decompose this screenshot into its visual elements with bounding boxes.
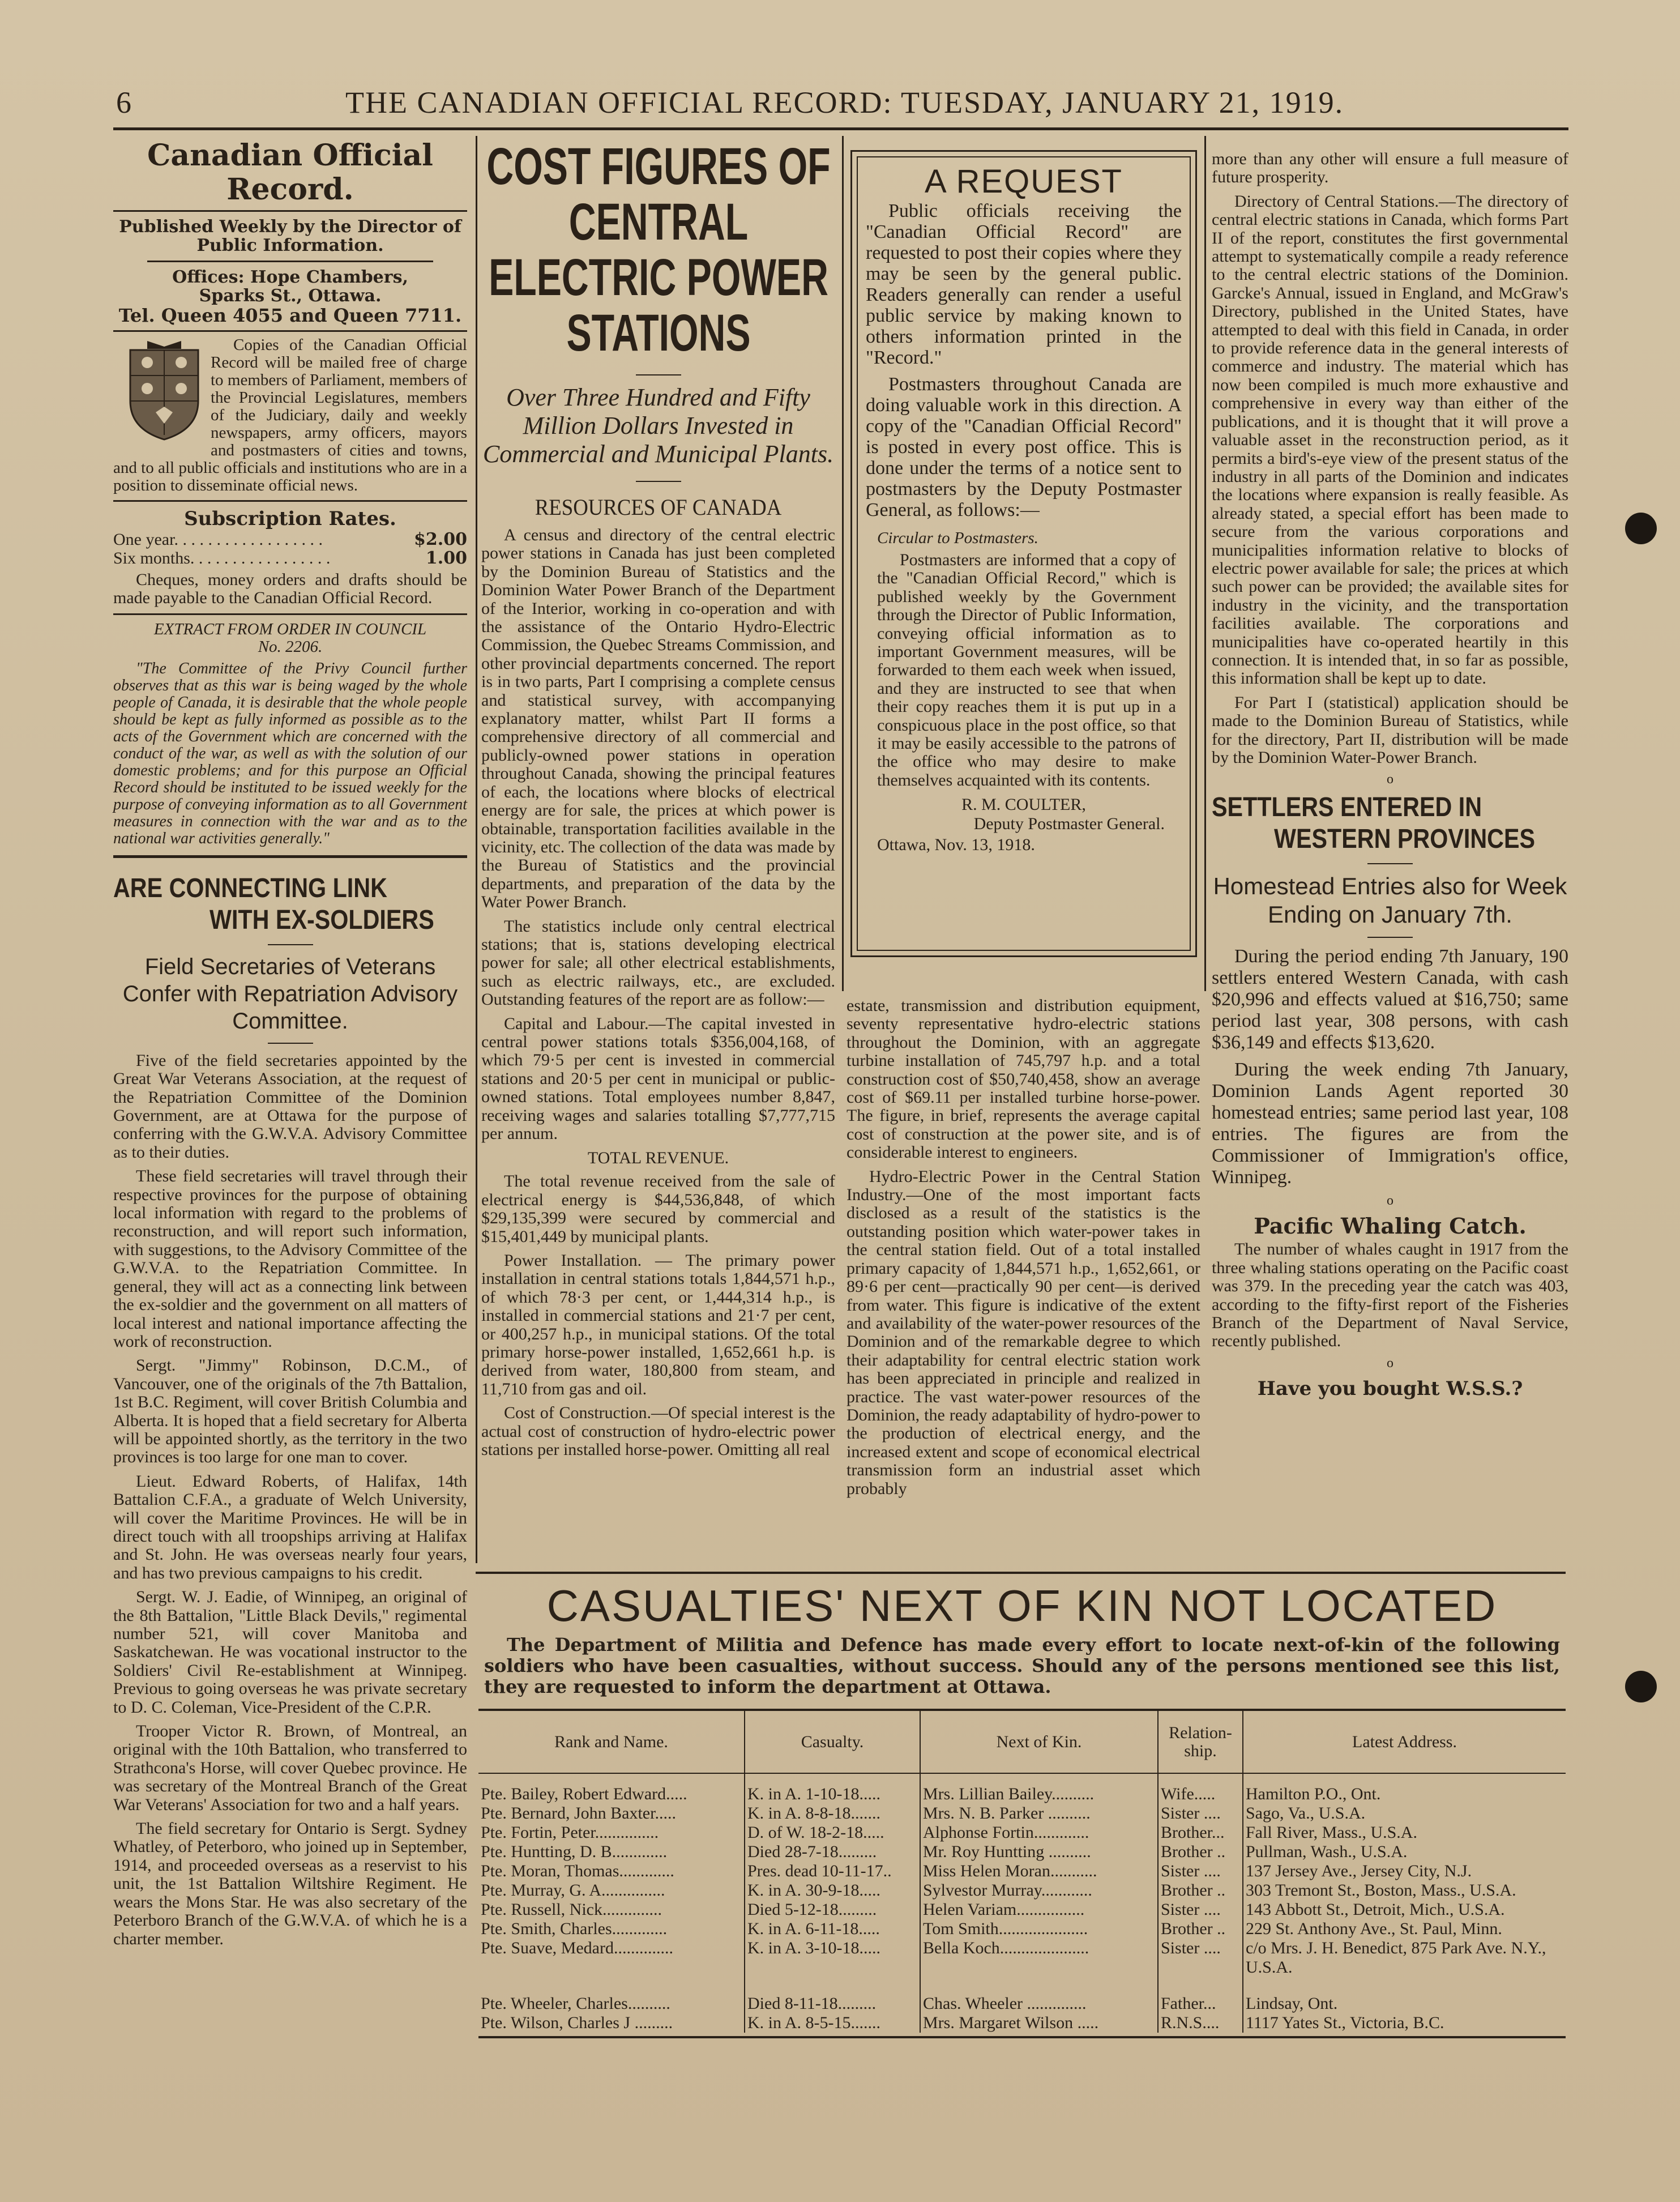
settlers-subhead: Homestead Entries also for Week Ending on January 7th.	[1213, 873, 1567, 928]
column-rule	[842, 136, 844, 991]
col-header-relationship: Relation-ship.	[1158, 1711, 1243, 1773]
whaling-title: Pacific Whaling Catch.	[1254, 1213, 1527, 1239]
power-paragraph: Capital and Labour.—The capital invested in central power stations totals $356,004,168, of which 79·5 per cent is invested in commercial stations and 20·5 per cent in municipal or public-owned stations. Total employees number 8,847, receiving wages and salaries totalling $7,777,715 per annum.	[481, 1014, 835, 1143]
column-1	[113, 139, 467, 2053]
subhead-rule	[636, 481, 681, 482]
masthead-offices-1: Offices: Hope Chambers,	[172, 267, 408, 287]
row-relationship: R.N.S....	[1158, 2013, 1243, 2033]
masthead-rule	[147, 261, 433, 262]
subhead-rule	[1367, 937, 1413, 938]
settlers-paragraph: During the period ending 7th January, 190 settlers entered Western Canada, with cash $20,996 and effects valued at $16,750; same period last year, 308 persons, with cash $36,149 and effects $13,620.	[1212, 946, 1568, 1053]
col-header-kin: Next of Kin.	[920, 1711, 1158, 1773]
row-relationship: Sister ....	[1158, 1939, 1243, 1977]
masthead-bottom-rule	[113, 855, 467, 858]
masthead-rule	[113, 210, 467, 212]
row-name: Pte. Suave, Medard..............	[478, 1939, 745, 1977]
row-address: Sago, Va., U.S.A.	[1246, 1804, 1366, 1823]
column-2	[481, 138, 835, 1460]
request-signer-title: Deputy Postmaster General.	[973, 814, 1165, 834]
masthead-tel: Tel. Queen 4055 and Queen 7711.	[118, 305, 462, 326]
table-row	[478, 1785, 1566, 1804]
row-name: Pte. Bernard, John Baxter.....	[478, 1804, 745, 1823]
row-casualty: K. in A. 8-8-18.......	[745, 1804, 920, 1823]
row-relationship: Brother ..	[1158, 1919, 1243, 1939]
casualties-title: CASUALTIES' NEXT OF KIN NOT LOCATED	[546, 1581, 1498, 1631]
masthead-rule	[113, 500, 467, 502]
masthead-rule	[113, 330, 467, 332]
table-bottom-rule	[478, 2036, 1566, 2038]
masthead-name: Canadian Official Record.	[147, 138, 433, 207]
request-inner	[857, 156, 1191, 951]
row-address: Hamilton P.O., Ont.	[1246, 1785, 1381, 1803]
link-subhead: Field Secretaries of Veterans Confer with Repatriation Advisory Committee.	[122, 954, 458, 1034]
power-paragraph: Power Installation. — The primary power installation in central stations totals 1,844,571 h.p., of which 78·3 per cent, or 1,444,314 h.p., is installed in commercial stations and 21·7 per cent, or 400,257 h.p., in municipal stations. Of the total primary horse-power installed, 1,652,661 h.p. is derived from water, 180,800 from steam, and 11,710 from gas and oil.	[481, 1251, 835, 1398]
row-relationship: Brother...	[1158, 1823, 1243, 1842]
table-header-row	[478, 1711, 1566, 1773]
page-header-title: THE CANADIAN OFFICIAL RECORD: TUESDAY, JANUARY 21, 1919.	[345, 86, 1344, 120]
row-relationship: Wife.....	[1158, 1785, 1243, 1804]
row-kin: Alphonse Fortin.............	[920, 1823, 1158, 1842]
link-paragraph: These field secretaries will travel through their respective provinces for the purpose of obtaining local information with regard to the problems of reconstruction, and will report such information, with suggestions, to the Advisory Committee of the G.W.V.A. to the Repatriation Committee. In general, they will act as a connecting link between the ex-soldier and the government on all matters of local interest and national importance affecting the work of reconstruction.	[113, 1167, 467, 1351]
link-paragraph: Lieut. Edward Roberts, of Halifax, 14th Battalion C.F.A., a graduate of Welch University, will cover the Maritime Provinces. He will be in direct touch with all troopships arriving at Halifax and St. John. He was overseas nearly four years, and has two previous campaigns to his credit.	[113, 1471, 467, 1582]
row-name: Pte. Smith, Charles.............	[478, 1919, 745, 1939]
row-kin: Bella Koch.....................	[920, 1939, 1158, 1977]
circular-head: Circular to Postmasters.	[877, 529, 1038, 547]
row-kin: Mrs. Lillian Bailey..........	[920, 1785, 1158, 1804]
request-dateline: Ottawa, Nov. 13, 1918.	[877, 835, 1035, 855]
row-kin: Chas. Wheeler ..............	[920, 1977, 1158, 2013]
extract-text: "The Committee of the Privy Council further observes that as this war is being waged by the whole people of Canada, it is desirable that the whole people should be kept as fully informed as possible as to the acts of the Government which are concerned with the conduct of the war, as well as with the solution of our domestic problems; and for this purpose an Official Record should be instituted to be issued weekly for the purpose of conveying information as to all Government measures in connection with the war and as to the national war activities generally."	[113, 659, 467, 847]
cheques-text: Cheques, money orders and drafts should be made payable to the Canadian Official Record.	[113, 570, 467, 608]
table-row	[478, 1842, 1566, 1862]
row-relationship: Father...	[1158, 1977, 1243, 2013]
row-relationship: Sister ....	[1158, 1862, 1243, 1881]
power-col4: For Part I (statistical) application should be made to the Dominion Bureau of Statistics, while for the directory, Part II, distribution will be made by the Dominion Water-Power Branch.	[1212, 693, 1568, 767]
masthead-rule	[113, 613, 467, 615]
row-name: Pte. Fortin, Peter...............	[478, 1823, 745, 1842]
masthead-offices-2: Sparks St., Ottawa.	[199, 286, 382, 306]
table-row	[478, 1862, 1566, 1881]
headline-rule	[636, 374, 681, 375]
casualties-table	[478, 1711, 1566, 2033]
row-name: Pte. Bailey, Robert Edward.....	[478, 1785, 745, 1804]
settlers-headline-1: SETTLERS ENTERED IN	[1212, 792, 1482, 823]
casualties-intro: The Department of Militia and Defence has made every effort to locate next-of-kin of the following soldiers who have been casualties, without success. Should any of the persons mentioned see this list, they are requested to inform the department at Ottawa.	[484, 1634, 1560, 1697]
row-kin: Mr. Roy Huntting ..........	[920, 1842, 1158, 1862]
row-name: Pte. Murray, G. A...............	[478, 1881, 745, 1900]
power-continued: Hydro-Electric Power in the Central Station Industry.—One of the most important facts disclosed as a result of the statistics is the outstanding position which water-power takes in the central station field. Out of a total installed primary capacity of 1,844,571 h.p., 1,652,661, or 89·6 per cent—practically 90 per cent—is derived from water. This figure is indicative of the extent and availability of the water-power resources of the Dominion and of the remarkable degree to which their adaptability for central electric station work has been appreciated in principle and realized in practice. The vast water-power resources of the Dominion, the ready adaptability of hydro-power to the production of electrical energy, and the increased extent and scope of economical electrical transmission form an industrial asset which probably	[847, 1167, 1200, 1498]
link-headline-1: ARE CONNECTING LINK	[113, 873, 387, 903]
power-paragraph: The statistics include only central electrical stations; that is, stations developing electrical power for sale; all other electrical establishments, such as electric railways, etc., are excluded. Outstanding features of the report are as follow:—	[481, 916, 835, 1009]
power-paragraph: A census and directory of the central electric power stations in Canada has just been completed by the Dominion Bureau of Statistics and the Dominion Water Power Branch of the Department of the Interior, working in co-operation and with the assistance of the Ontario Hydro-Electric Commission, the Quebec Streams Commission, and other provincial departments concerned. The report is in two parts, Part I comprising a complete census and statistical survey, with accompanying explanatory matter, whilst Part II forms a comprehensive directory of all commercial and publicly-owned power stations in operation throughout Canada, showing the principal features of each, the locations where blocks of electrical energy are for sale, the prices at which power is obtainable, transportation facilities available in the vicinity, etc. The collection of the data was made by the Bureau of Statistics and the provincial departments, and preparation of the data by the Water Power Branch.	[481, 526, 835, 912]
settlers-paragraph: During the week ending 7th January, Dominion Lands Agent reported 30 homestead entries; same period last year, 108 entries. The figures are from the Commissioner of Immigration's office, Winnipeg.	[1212, 1059, 1568, 1188]
row-address: 229 St. Anthony Ave., St. Paul, Minn.	[1246, 1919, 1502, 1938]
coat-of-arms-icon	[125, 339, 204, 441]
col-header-address: Latest Address.	[1352, 1732, 1457, 1751]
row-casualty: K. in A. 3-10-18.....	[745, 1939, 920, 1977]
six-months-row	[113, 549, 467, 567]
request-paragraph: Public officials receiving the "Canadian Official Record" are requested to post their copies where they may be seen by the general public. Readers generally can render a useful public service by making known to others information printed in the "Record."	[866, 200, 1182, 368]
row-address: Lindsay, Ont.	[1246, 1994, 1338, 2013]
row-relationship: Brother ..	[1158, 1842, 1243, 1862]
row-kin: Sylvestor Murray............	[920, 1881, 1158, 1900]
row-casualty: Pres. dead 10-11-17..	[745, 1862, 920, 1881]
one-year-price: $2.00	[414, 530, 467, 549]
column-rule	[1204, 136, 1206, 991]
table-row	[478, 1900, 1566, 1919]
revenue-head: TOTAL REVENUE.	[587, 1149, 729, 1168]
row-name: Pte. Huntting, D. B.............	[478, 1842, 745, 1862]
table-row	[478, 1823, 1566, 1842]
row-casualty: Died 8-11-18.........	[745, 1977, 920, 2013]
row-kin: Mrs. Margaret Wilson .....	[920, 2013, 1158, 2033]
header-rule	[113, 127, 1568, 130]
circular-text: Postmasters are informed that a copy of the "Canadian Official Record," which is published weekly by the Government through the Director of Public Information, conveying official information as to important Government measures, will be forwarded to them each week when issued, and they are instructed to see that when their copy reaches them it is put up in a conspicuous place in the post office, so that it may be easily accessible to the patrons of the office who may desire to make themselves acquainted with its contents.	[877, 550, 1176, 790]
table-row	[478, 1919, 1566, 1939]
divider-mark: o	[1387, 772, 1393, 787]
row-address: 1117 Yates St., Victoria, B.C.	[1246, 2013, 1444, 2032]
binder-hole-icon	[1625, 513, 1657, 544]
divider-mark: o	[1387, 1193, 1393, 1209]
table-row	[478, 1881, 1566, 1900]
six-months-label: Six months. . . . . . . . . . . . . . . . .	[113, 549, 331, 567]
six-months-price: 1.00	[425, 548, 467, 568]
row-casualty: K. in A. 30-9-18.....	[745, 1881, 920, 1900]
copies-text: Copies of the Canadian Official Record will be mailed free of charge to members of Parliament, members of the Provincial Legislatures, members of the Judiciary, daily and weekly newspapers, army officers, mayors and postmasters of cities and towns, and to all public officials and institutions who are in a position to disseminate official news.	[113, 336, 467, 494]
row-address: Fall River, Mass., U.S.A.	[1246, 1823, 1417, 1842]
row-address: 143 Abbott St., Detroit, Mich., U.S.A.	[1246, 1900, 1505, 1919]
link-paragraph: Sergt. W. J. Eadie, of Winnipeg, an original of the 8th Battalion, "Little Black Devils," regimental number 521, will cover Manitoba and Saskatchewan. He was vocational instructor to the Soldiers' Civil Re-establishment at Winnipeg. Previous to going overseas he was private secretary to D. C. Coleman, Vice-President of the C.P.R.	[113, 1588, 467, 1717]
row-name: Pte. Russell, Nick..............	[478, 1900, 745, 1919]
power-headline: COST FIGURES OF CENTRAL ELECTRIC POWER STATIONS	[486, 138, 831, 362]
one-year-label: One year. . . . . . . . . . . . . . . . . .	[113, 530, 323, 549]
whaling-text: The number of whales caught in 1917 from the three whaling stations operating on the Pacific coast was 379. In the preceding year the catch was 403, according to the fifty-first report of the Fisheries Branch of the Department of Naval Service, recently published.	[1212, 1240, 1568, 1351]
binder-hole-icon	[1625, 1671, 1657, 1702]
row-address: Pullman, Wash., U.S.A.	[1246, 1842, 1408, 1861]
extract-no: No. 2206.	[258, 637, 323, 656]
row-casualty: K. in A. 6-11-18.....	[745, 1919, 920, 1939]
link-paragraph: Sergt. "Jimmy" Robinson, D.C.M., of Vancouver, one of the originals of the 7th Battalion, 1st B.C. Regiment, will cover British Columbia and Alberta. It is hoped that a field secretary for Alberta will be appointed shortly, as the territory in the two provinces is too large for one man to cover.	[113, 1356, 467, 1467]
request-title: A REQUEST	[925, 163, 1123, 200]
headline-rule	[268, 944, 313, 945]
row-kin: Helen Variam................	[920, 1900, 1158, 1919]
power-paragraph: The total revenue received from the sale of electrical energy is $44,536,848, of which $29,135,399 were secured by commercial and $15,401,449 by municipal plants.	[481, 1172, 835, 1246]
column-rule	[476, 136, 477, 1563]
subscription-title: Subscription Rates.	[184, 507, 396, 530]
row-name: Pte. Moran, Thomas.............	[478, 1862, 745, 1881]
page-number: 6	[116, 86, 131, 120]
casualties-table-body	[478, 1785, 1566, 2033]
col-header-name: Rank and Name.	[478, 1711, 745, 1773]
column-3-continued	[847, 997, 1200, 1569]
power-col4: more than any other will ensure a full measure of future prosperity.	[1212, 150, 1568, 187]
power-col4: Directory of Central Stations.—The directory of central electric stations in Canada, which forms Part II of the report, constitutes the first governmental attempt to systematically compile a ready reference to the central electric stations of the Dominion. Garcke's Annual, issued in England, and McGraw's Directory, published in the United States, have attempted to deal with this field in Canada, in order to provide reference data in the general interests of commerce and industry. The material which has now been compiled is much more exhaustive and comprehensive in every way than either of the publications, and it is thought that it will prove a valuable asset in the reconstruction period, as it permits a bird's-eye view of the present status of the industry in all parts of the Dominion and indicates the locations where expansion is really feasible. As already stated, a special effort has been made to secure from the various corporations and municipalities information relative to blocks of electric power available for sale; the prices at which such power can be provided; the available sites for industry in the vicinity, and the transportation facilities available. The corporations and municipalities have co-operated heartily in this connection. It is intended that, in so far as possible, this information shall be kept up to date.	[1212, 191, 1568, 688]
extract-title: EXTRACT FROM ORDER IN COUNCIL	[153, 620, 427, 638]
row-kin: Mrs. N. B. Parker ..........	[920, 1804, 1158, 1823]
power-continued: estate, transmission and distribution equipment, seventy representative hydro-electric stations throughout the Dominion, with an aggregate turbine installation of 745,797 h.p. and a total construction cost of $50,740,458, show an average cost of $69.11 per installed turbine horse-power. The figure, in brief, represents the average capital cost of construction at the power site, and is of considerable interest to engineers.	[847, 996, 1200, 1162]
row-name: Pte. Wheeler, Charles..........	[478, 1977, 745, 2013]
table-row	[478, 1939, 1566, 1977]
row-address: 137 Jersey Ave., Jersey City, N.J.	[1246, 1862, 1472, 1880]
column-4	[1212, 150, 1568, 1572]
row-address: 303 Tremont St., Boston, Mass., U.S.A.	[1246, 1881, 1516, 1900]
row-name: Pte. Wilson, Charles J .........	[478, 2013, 745, 2033]
request-paragraph: Postmasters throughout Canada are doing valuable work in this direction. A copy of the "Canadian Official Record" is posted in every post office. This is done under the terms of a notice sent to postmasters by the Deputy Postmaster General, as follows:—	[866, 374, 1182, 520]
row-casualty: K. in A. 1-10-18.....	[745, 1785, 920, 1804]
headline-rule	[1367, 863, 1413, 864]
row-casualty: Died 28-7-18.........	[745, 1842, 920, 1862]
masthead-published: Published Weekly by the Director of Public Information.	[119, 217, 461, 255]
row-kin: Tom Smith.....................	[920, 1919, 1158, 1939]
row-relationship: Brother ..	[1158, 1881, 1243, 1900]
table-row	[478, 2013, 1566, 2033]
row-relationship: Sister ....	[1158, 1804, 1243, 1823]
wss-slogan: Have you bought W.S.S.?	[1257, 1377, 1523, 1400]
table-row	[478, 1804, 1566, 1823]
row-relationship: Sister ....	[1158, 1900, 1243, 1919]
subhead-rule	[268, 1043, 313, 1044]
link-paragraph: Five of the field secretaries appointed by the Great War Veterans Association, at the request of the Repatriation Committee of the Dominion Government, are at Ottawa for the purpose of conferring with the G.W.V.A. Advisory Committee as to their duties.	[113, 1051, 467, 1162]
link-paragraph: The field secretary for Ontario is Sergt. Sydney Whatley, of Peterboro, who joined up in September, 1914, and proceeded overseas as a reservist to his unit, the 1st Battalion Wiltshire Regiment. He wears the Mons Star. He was also secretary of the Peterboro Branch of the G.W.V.A. of which he is a charter member.	[113, 1819, 467, 1948]
row-address: c/o Mrs. J. H. Benedict, 875 Park Ave. N.Y., U.S.A.	[1246, 1939, 1546, 1977]
col-header-casualty: Casualty.	[745, 1711, 920, 1773]
request-box	[850, 150, 1197, 957]
settlers-headline-2: WESTERN PROVINCES	[1274, 824, 1536, 855]
copies-block	[113, 336, 467, 494]
row-kin: Miss Helen Moran...........	[920, 1862, 1158, 1881]
row-casualty: K. in A. 8-5-15.......	[745, 2013, 920, 2033]
link-headline-2: WITH EX-SOLDIERS	[210, 904, 434, 935]
request-signer: R. M. COULTER,	[961, 795, 1086, 814]
row-casualty: Died 5-12-18.........	[745, 1900, 920, 1919]
power-paragraph: Cost of Construction.—Of special interest is the actual cost of construction of hydro-electric power stations per installed horse-power. Omitting all real	[481, 1403, 835, 1460]
casualties-top-rule	[476, 1572, 1566, 1576]
one-year-row	[113, 530, 467, 549]
divider-mark: o	[1387, 1355, 1393, 1371]
power-subhead: Over Three Hundred and Fifty Million Dollars Invested in Commercial and Municipal Plants.	[482, 383, 834, 468]
table-row	[478, 1977, 1566, 2013]
casualties-section	[478, 1580, 1566, 2045]
link-paragraph: Trooper Victor R. Brown, of Montreal, an original with the 10th Battalion, who transferred to Strathcona's Horse, will cover Quebec province. He was secretary of the Montreal Branch of the Great War Veterans' Association for two and a half years.	[113, 1722, 467, 1814]
power-section: RESOURCES OF CANADA	[535, 494, 782, 520]
row-casualty: D. of W. 18-2-18.....	[745, 1823, 920, 1842]
